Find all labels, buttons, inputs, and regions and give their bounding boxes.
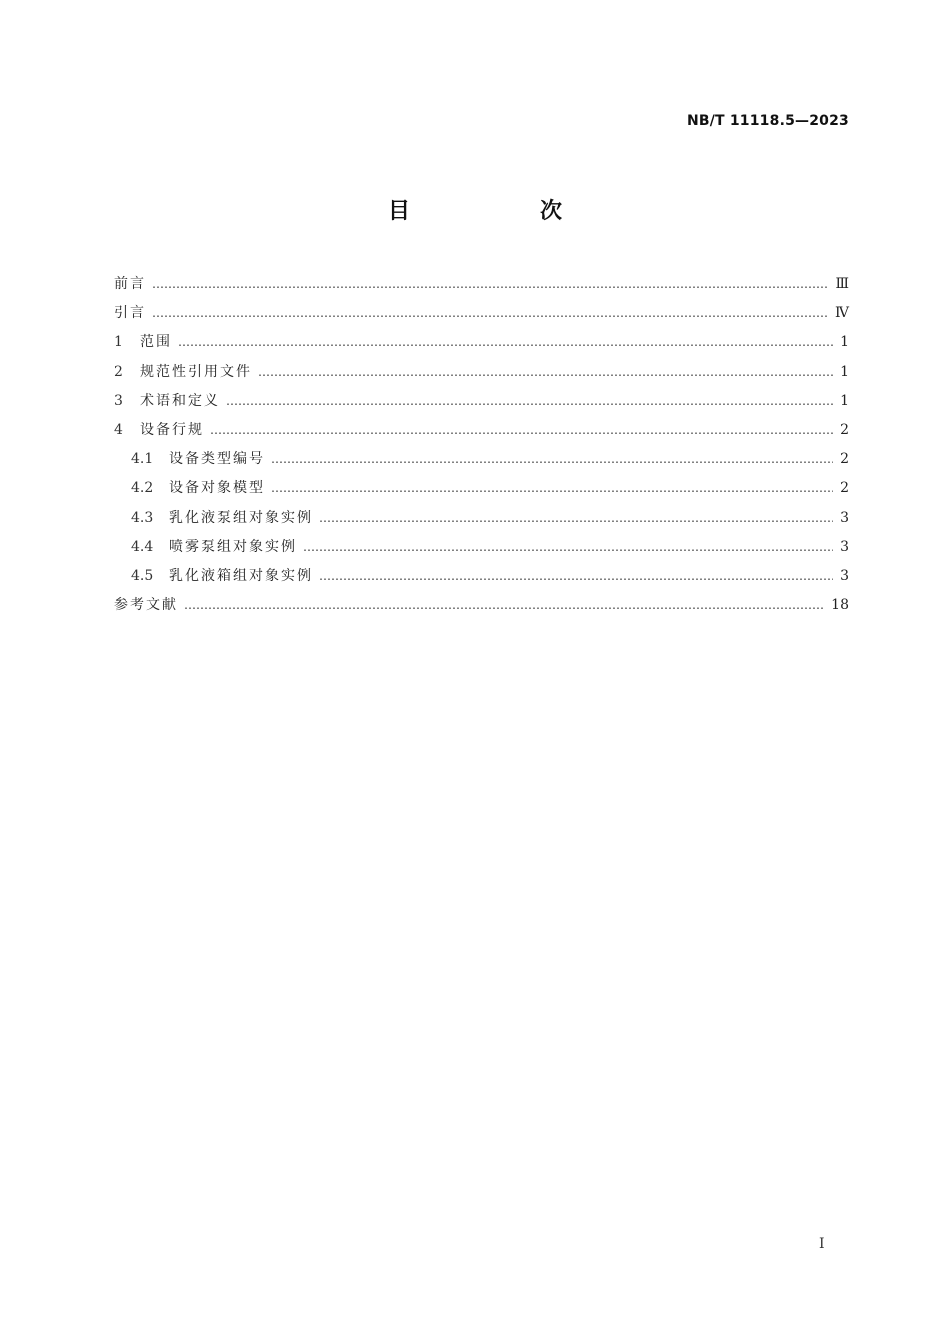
toc-leader-dots	[303, 533, 833, 562]
toc-leader-dots	[178, 328, 833, 357]
toc-leader-dots	[319, 562, 833, 591]
toc-entry-device-profile[interactable]	[114, 416, 849, 445]
toc-entry-bibliography[interactable]	[114, 591, 849, 620]
toc-leader-dots	[226, 387, 833, 416]
toc-entry-page: 1	[840, 392, 849, 409]
toc-entry-label: 乳化液泵组对象实例	[169, 509, 313, 526]
toc-entry-number: 4.2	[131, 480, 154, 497]
toc-subentry-emulsion-tank-instance[interactable]	[114, 562, 849, 591]
toc-entry-normative-references[interactable]	[114, 358, 849, 387]
toc-entry-number: 4.5	[131, 567, 154, 584]
toc-entry-label: 设备类型编号	[169, 451, 265, 468]
toc-entry-label: 喷雾泵组对象实例	[169, 538, 297, 555]
toc-entry-page: 2	[840, 421, 849, 438]
toc-entry-label: 规范性引用文件	[140, 363, 252, 380]
toc-entry-page: 18	[831, 597, 849, 614]
standard-code: NB/T 11118.5—2023	[686, 113, 849, 129]
toc-subentry-device-object-model[interactable]	[114, 474, 849, 503]
toc-entry-number: 3	[114, 392, 123, 409]
toc-entry-label: 前言	[114, 276, 146, 292]
toc-entry-label: 引言	[114, 305, 146, 322]
toc-entry-scope[interactable]	[114, 328, 849, 357]
toc-entry-page: 1	[840, 363, 849, 380]
toc-entry-page: 1	[840, 334, 849, 351]
toc-leader-dots	[210, 416, 833, 445]
toc-leader-dots	[258, 358, 833, 387]
toc-entry-page: 3	[840, 538, 849, 555]
toc-subentry-spray-pump-instance[interactable]	[114, 533, 849, 562]
toc-entry-number: 1	[114, 334, 123, 351]
toc-entry-label: 范围	[140, 334, 172, 351]
toc-leader-dots	[152, 270, 829, 299]
toc-entry-foreword[interactable]	[114, 270, 849, 299]
toc-entry-number: 4	[114, 421, 123, 438]
toc-subentry-emulsion-pump-instance[interactable]	[114, 504, 849, 533]
toc-entry-number: 4.3	[131, 509, 154, 526]
toc-entry-page: Ⅲ	[835, 276, 849, 292]
toc-entry-page: 3	[840, 509, 849, 526]
toc-leader-dots	[271, 445, 833, 474]
page-number: I	[819, 1236, 825, 1252]
toc-entry-number: 2	[114, 363, 123, 380]
toc-entry-label: 设备行规	[140, 421, 204, 438]
toc-entry-terms-definitions[interactable]	[114, 387, 849, 416]
toc-entry-number: 4.4	[131, 538, 154, 555]
toc-entry-label: 设备对象模型	[169, 480, 265, 497]
toc-leader-dots	[184, 591, 825, 620]
toc-entry-label: 术语和定义	[140, 392, 220, 409]
toc-entry-page: 2	[840, 451, 849, 468]
page-title: 目 次	[387, 199, 616, 224]
toc-entry-label: 参考文献	[114, 597, 178, 614]
toc-entry-page: 3	[840, 567, 849, 584]
toc-entry-introduction[interactable]	[114, 299, 849, 328]
table-of-contents	[114, 270, 849, 620]
toc-entry-page: 2	[840, 480, 849, 497]
toc-entry-label: 乳化液箱组对象实例	[169, 567, 313, 584]
toc-entry-number: 4.1	[131, 451, 154, 468]
toc-leader-dots	[152, 299, 829, 328]
toc-leader-dots	[319, 504, 833, 533]
toc-leader-dots	[271, 474, 833, 503]
toc-subentry-device-type-code[interactable]	[114, 445, 849, 474]
toc-entry-page: Ⅳ	[835, 305, 849, 322]
